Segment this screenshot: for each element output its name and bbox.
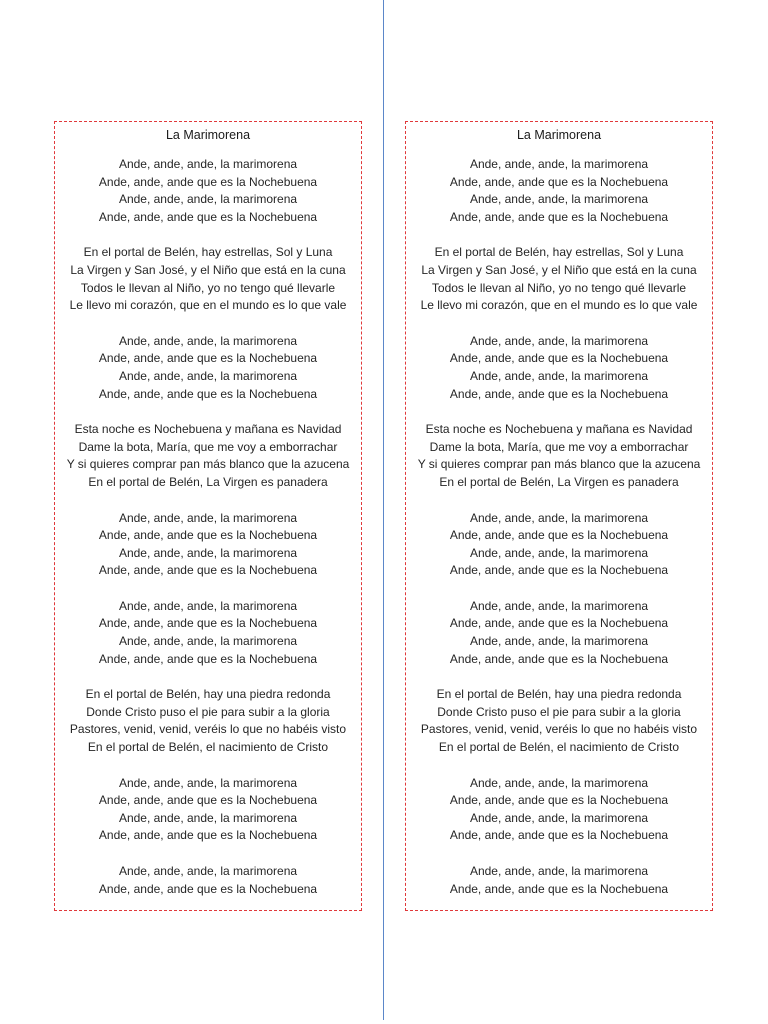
lyric-line: Ande, ande, ande, la marimorena [469, 510, 649, 525]
stanza [55, 156, 361, 226]
stanza [406, 863, 712, 898]
lyric-line: En el portal de Belén, hay una piedra redonda [436, 687, 682, 702]
lyric-line: Ande, ande, ande que es la Nochebuena [449, 616, 669, 631]
lyric-line: Ande, ande, ande que es la Nochebuena [98, 828, 318, 843]
lyric-line: Dame la bota, María, que me voy a emborrachar [78, 439, 338, 454]
lyric-line: Ande, ande, ande, la marimorena [118, 598, 298, 613]
lyric-line: Le llevo mi corazón, que en el mundo es lo que vale [69, 298, 347, 313]
lyrics-body [406, 156, 712, 916]
lyric-line: Ande, ande, ande que es la Nochebuena [449, 209, 669, 224]
lyric-line: Y si quieres comprar pan más blanco que la azucena [417, 457, 701, 472]
lyric-line: Pastores, venid, venid, veréis lo que no habéis visto [69, 722, 347, 737]
lyric-line: Ande, ande, ande que es la Nochebuena [98, 616, 318, 631]
stanza [406, 686, 712, 756]
song-title: La Marimorena [165, 128, 251, 142]
stanza [406, 156, 712, 226]
lyric-line: Donde Cristo puso el pie para subir a la gloria [437, 704, 681, 719]
stanza [55, 510, 361, 580]
lyric-line: Ande, ande, ande que es la Nochebuena [98, 351, 318, 366]
lyric-line: En el portal de Belén, el nacimiento de Cristo [87, 740, 329, 755]
lyric-line: Ande, ande, ande, la marimorena [118, 864, 298, 878]
lyric-line: Ande, ande, ande que es la Nochebuena [98, 174, 318, 189]
lyric-line: Ande, ande, ande que es la Nochebuena [449, 528, 669, 543]
lyric-line: Ande, ande, ande, la marimorena [469, 333, 649, 348]
stanza [406, 421, 712, 491]
lyric-line: Todos le llevan al Niño, yo no tengo qué llevarle [431, 280, 687, 295]
lyric-line: Ande, ande, ande que es la Nochebuena [449, 828, 669, 843]
stanza [55, 686, 361, 756]
lyric-line: En el portal de Belén, La Virgen es panadera [88, 474, 328, 489]
lyric-line: Ande, ande, ande, la marimorena [469, 864, 649, 878]
lyric-line: Todos le llevan al Niño, yo no tengo qué llevarle [80, 280, 336, 295]
lyric-line: Ande, ande, ande que es la Nochebuena [449, 351, 669, 366]
lyric-line: Ande, ande, ande, la marimorena [469, 157, 649, 171]
lyric-line: Ande, ande, ande, la marimorena [469, 545, 649, 560]
lyric-line: En el portal de Belén, hay estrellas, Sol y Luna [83, 245, 333, 260]
lyric-line: Esta noche es Nochebuena y mañana es Navidad [425, 422, 693, 437]
stanza [55, 333, 361, 403]
lyric-line: Ande, ande, ande, la marimorena [118, 333, 298, 348]
lyric-line: Le llevo mi corazón, que en el mundo es lo que vale [420, 298, 698, 313]
lyric-line: La Virgen y San José, y el Niño que está en la cuna [70, 262, 346, 277]
lyrics-body [55, 156, 361, 916]
lyric-line: Ande, ande, ande, la marimorena [118, 634, 298, 649]
lyric-line: Pastores, venid, venid, veréis lo que no habéis visto [420, 722, 698, 737]
stanza [406, 510, 712, 580]
lyric-line: Y si quieres comprar pan más blanco que la azucena [66, 457, 350, 472]
lyric-line: Ande, ande, ande que es la Nochebuena [449, 174, 669, 189]
lyric-line: Ande, ande, ande, la marimorena [469, 810, 649, 825]
lyric-line: Ande, ande, ande que es la Nochebuena [98, 881, 318, 896]
stanza [55, 863, 361, 898]
lyric-line: En el portal de Belén, hay una piedra redonda [85, 687, 331, 702]
lyrics-card-left [54, 121, 362, 911]
lyric-line: Ande, ande, ande que es la Nochebuena [98, 563, 318, 578]
stanza [55, 244, 361, 314]
lyric-line: En el portal de Belén, La Virgen es panadera [439, 474, 679, 489]
page-fold-divider [383, 0, 384, 1020]
lyric-line: Ande, ande, ande que es la Nochebuena [449, 793, 669, 808]
lyric-line: Ande, ande, ande, la marimorena [118, 810, 298, 825]
lyric-line: Esta noche es Nochebuena y mañana es Navidad [74, 422, 342, 437]
lyric-line: Ande, ande, ande, la marimorena [118, 510, 298, 525]
song-title: La Marimorena [516, 128, 602, 142]
stanza [406, 244, 712, 314]
lyric-line: Ande, ande, ande, la marimorena [469, 634, 649, 649]
lyric-line: Ande, ande, ande, la marimorena [118, 545, 298, 560]
lyric-line: La Virgen y San José, y el Niño que está en la cuna [421, 262, 697, 277]
lyric-line: Ande, ande, ande que es la Nochebuena [98, 528, 318, 543]
lyric-line: Ande, ande, ande que es la Nochebuena [98, 209, 318, 224]
lyric-line: En el portal de Belén, hay estrellas, Sol y Luna [434, 245, 684, 260]
lyric-line: Ande, ande, ande, la marimorena [118, 157, 298, 171]
lyric-line: Ande, ande, ande, la marimorena [118, 192, 298, 207]
lyric-line: Ande, ande, ande, la marimorena [469, 192, 649, 207]
lyric-line: Ande, ande, ande, la marimorena [469, 368, 649, 383]
lyric-line: Dame la bota, María, que me voy a emborrachar [429, 439, 689, 454]
lyric-line: Ande, ande, ande que es la Nochebuena [449, 563, 669, 578]
lyric-line: Ande, ande, ande que es la Nochebuena [98, 793, 318, 808]
lyric-line: Ande, ande, ande que es la Nochebuena [98, 386, 318, 401]
lyric-line: Ande, ande, ande, la marimorena [469, 598, 649, 613]
stanza [55, 598, 361, 668]
lyric-line: Ande, ande, ande, la marimorena [118, 368, 298, 383]
stanza [406, 333, 712, 403]
lyric-line: Ande, ande, ande que es la Nochebuena [449, 881, 669, 896]
lyric-line: En el portal de Belén, el nacimiento de Cristo [438, 740, 680, 755]
stanza [406, 598, 712, 668]
stanza [55, 421, 361, 491]
lyric-line: Donde Cristo puso el pie para subir a la gloria [86, 704, 330, 719]
lyric-line: Ande, ande, ande, la marimorena [469, 775, 649, 790]
lyric-line: Ande, ande, ande que es la Nochebuena [98, 651, 318, 666]
stanza [406, 775, 712, 845]
lyric-line: Ande, ande, ande, la marimorena [118, 775, 298, 790]
lyric-line: Ande, ande, ande que es la Nochebuena [449, 651, 669, 666]
stanza [55, 775, 361, 845]
lyrics-card-right [405, 121, 713, 911]
lyric-line: Ande, ande, ande que es la Nochebuena [449, 386, 669, 401]
